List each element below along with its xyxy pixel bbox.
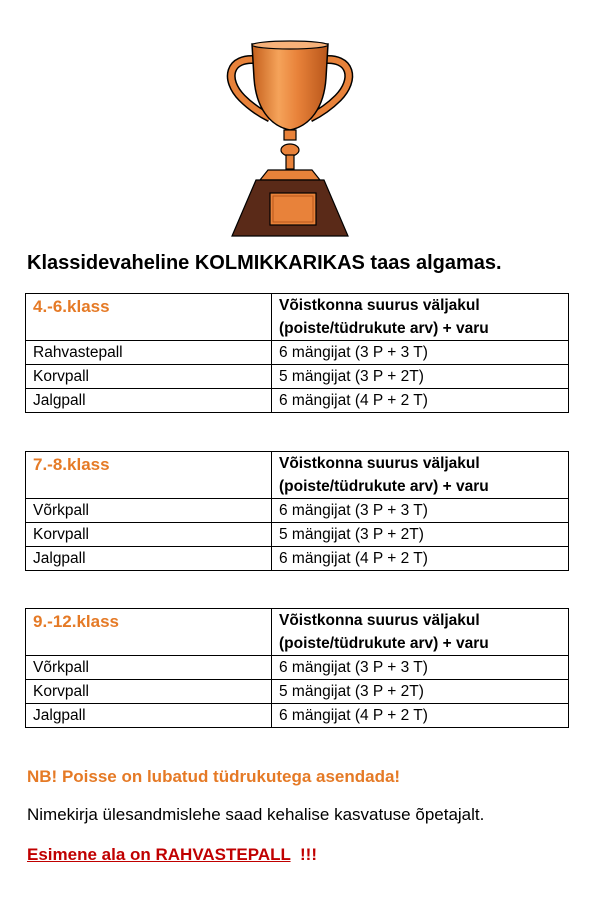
sport-table-grade-9-12	[25, 608, 569, 728]
first-event-note	[27, 845, 317, 865]
team-size: 6 mängijat (3 P + 3 T)	[272, 656, 569, 680]
table-row	[26, 389, 569, 413]
table-row	[26, 656, 569, 680]
team-size: 6 mängijat (4 P + 2 T)	[272, 547, 569, 571]
team-size: 6 mängijat (4 P + 2 T)	[272, 704, 569, 728]
sport-table-grade-4-6	[25, 293, 569, 413]
sport-name: Jalgpall	[26, 547, 272, 571]
grade-label: 7.-8.klass	[26, 452, 272, 499]
team-size: 5 mängijat (3 P + 2T)	[272, 680, 569, 704]
team-size-header: Võistkonna suurus väljakul (poiste/tüdrukute arv) + varu	[272, 609, 569, 656]
table-row	[26, 523, 569, 547]
sport-name: Võrkpall	[26, 656, 272, 680]
team-size: 6 mängijat (3 P + 3 T)	[272, 341, 569, 365]
table-row	[26, 499, 569, 523]
substitution-note: NB! Poisse on lubatud tüdrukutega asendada!	[27, 767, 401, 786]
table-row	[26, 365, 569, 389]
team-size: 5 mängijat (3 P + 2T)	[272, 523, 569, 547]
sport-name: Jalgpall	[26, 389, 272, 413]
page-title: Klassidevaheline KOLMIKKARIKAS taas algamas.	[27, 252, 502, 274]
table-row	[26, 704, 569, 728]
team-size-header: Võistkonna suurus väljakul (poiste/tüdrukute arv) + varu	[272, 294, 569, 341]
sport-name: Jalgpall	[26, 704, 272, 728]
table-row	[26, 341, 569, 365]
table-header-row	[26, 294, 569, 341]
sport-name: Rahvastepall	[26, 341, 272, 365]
grade-label: 4.-6.klass	[26, 294, 272, 341]
table-header-row	[26, 452, 569, 499]
team-size-header: Võistkonna suurus väljakul (poiste/tüdrukute arv) + varu	[272, 452, 569, 499]
sport-name: Võrkpall	[26, 499, 272, 523]
table-header-row	[26, 609, 569, 656]
signup-note: Nimekirja ülesandmislehe saad kehalise kasvatuse õpetajalt.	[27, 805, 485, 824]
trophy-icon	[222, 38, 358, 238]
sport-table-grade-7-8	[25, 451, 569, 571]
table-row	[26, 680, 569, 704]
grade-label: 9.-12.klass	[26, 609, 272, 656]
table-row	[26, 547, 569, 571]
sport-name: Korvpall	[26, 365, 272, 389]
sport-name: Korvpall	[26, 680, 272, 704]
first-event-text: Esimene ala on RAHVASTEPALL	[27, 845, 291, 864]
team-size: 6 mängijat (4 P + 2 T)	[272, 389, 569, 413]
first-event-exclamation: !!!	[290, 845, 317, 864]
team-size: 6 mängijat (3 P + 3 T)	[272, 499, 569, 523]
team-size: 5 mängijat (3 P + 2T)	[272, 365, 569, 389]
sport-name: Korvpall	[26, 523, 272, 547]
